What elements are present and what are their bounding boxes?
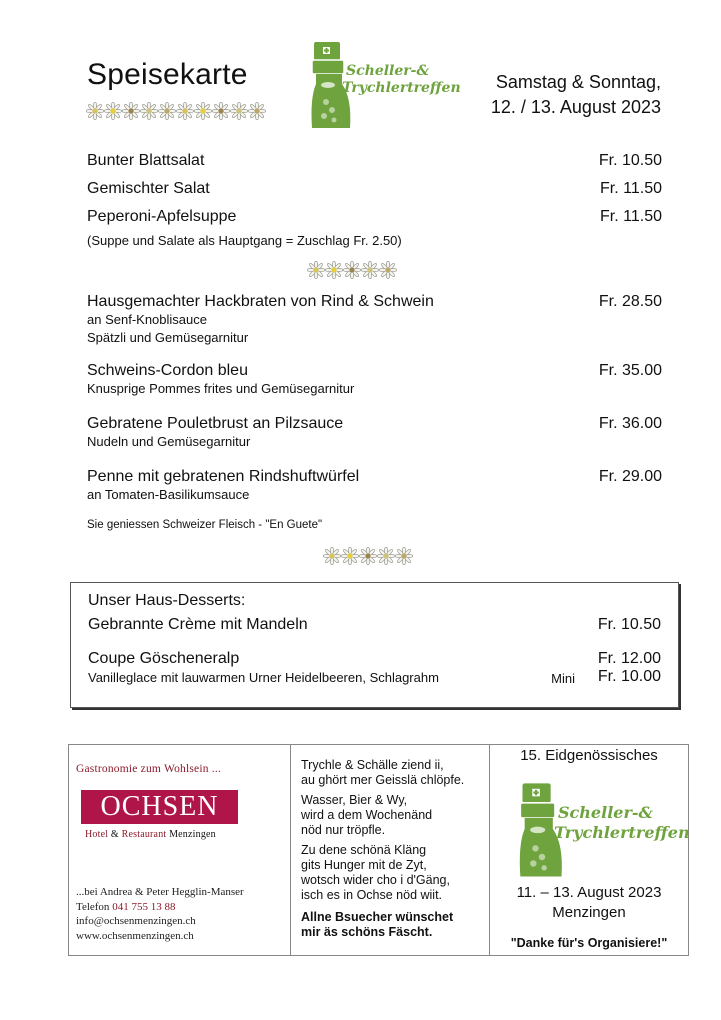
event-thanks: "Danke für's Organisiere!" (510, 936, 668, 950)
menu-item (87, 362, 662, 398)
website-link[interactable]: www.ochsenmenzingen.ch (76, 929, 194, 942)
phone-number[interactable]: 041 755 13 88 (112, 900, 176, 913)
edelweiss-icon (325, 261, 343, 279)
poem-stanza-3 (301, 843, 464, 903)
item-description: Knusprige Pommes frites und Gemüsegarnitur (87, 381, 355, 396)
edelweiss-icon (86, 102, 104, 120)
footer-table (68, 744, 689, 956)
poem-line: isch es in Ochse nöd wiit. (301, 888, 443, 902)
poem-stanza-1 (301, 758, 464, 788)
item-description: Nudeln und Gemüsegarnitur (87, 434, 251, 449)
mini-label: Mini (551, 671, 575, 686)
mains-note: Sie geniessen Schweizer Fleisch - "En Guete" (87, 519, 323, 531)
edelweiss-icon (343, 261, 361, 279)
item-price: Fr. 28.50 (598, 293, 662, 310)
edelweiss-icon (377, 547, 395, 565)
logo-text-line1: Scheller-& (346, 63, 430, 79)
event-title: 15. Eidgenössisches (520, 747, 658, 764)
edelweiss-divider-top (86, 102, 266, 120)
item-price: Fr. 29.00 (598, 468, 662, 485)
hosts: ...bei Andrea & Peter Hegglin-Manser (76, 886, 244, 898)
poem-line: Trychle & Schälle ziend ii, (301, 758, 444, 772)
item-price: Fr. 10.50 (598, 152, 662, 169)
menu-item (87, 293, 662, 347)
item-name: Bunter Blattsalat (87, 152, 205, 169)
edelweiss-icon (230, 102, 248, 120)
edelweiss-icon (341, 547, 359, 565)
event-logo-small (516, 781, 690, 881)
menu-item (87, 152, 662, 170)
item-description: an Senf-Knoblisauce (87, 312, 207, 327)
poem-column (291, 745, 490, 955)
poem-line: nöd nur tröpfle. (301, 823, 386, 837)
edelweiss-divider-middle (307, 261, 397, 279)
edelweiss-icon (379, 261, 397, 279)
page-title: Speisekarte (87, 58, 248, 91)
item-name: Gemischter Salat (87, 180, 210, 197)
poem-line: gits Hunger mit de Zyt, (301, 858, 427, 872)
menu-item (88, 650, 661, 668)
edelweiss-icon (248, 102, 266, 120)
item-name: Penne mit gebratenen Rindshuftwürfel (87, 468, 360, 485)
hotel-line (85, 829, 216, 840)
restaurant-column (69, 745, 291, 955)
ochsen-logo: OCHSEN (81, 790, 238, 824)
item-price: Fr. 35.00 (598, 362, 662, 379)
item-name: Gebratene Pouletbrust an Pilzsauce (87, 415, 344, 432)
edelweiss-icon (307, 261, 325, 279)
edelweiss-icon (212, 102, 230, 120)
item-name: Schweins-Cordon bleu (87, 362, 248, 379)
poem-line: wotsch wider cho i d'Gäng, (301, 873, 450, 887)
item-description: Spätzli und Gemüsegarnitur (87, 330, 249, 345)
ampersand: & (110, 829, 119, 840)
contact-block (76, 885, 244, 943)
poem-line: Allne Bsuecher wünschet (301, 910, 454, 924)
item-price: Fr. 11.50 (600, 208, 662, 225)
phone-label: Telefon (76, 900, 110, 913)
item-price: Fr. 36.00 (598, 415, 662, 432)
poem-closing (301, 910, 464, 940)
edelweiss-icon (395, 547, 413, 565)
poem-line: mir äs schöns Fäscht. (301, 925, 433, 939)
item-name: Coupe Göscheneralp (88, 650, 240, 667)
phone-line (76, 900, 244, 915)
poem-stanza-2 (301, 793, 464, 838)
dessert-heading: Unser Haus-Desserts: (88, 592, 246, 609)
event-date-line2: 12. / 13. August 2023 (490, 97, 661, 117)
edelweiss-icon (359, 547, 377, 565)
item-name: Gebrannte Crème mit Mandeln (88, 616, 308, 633)
dessert-box (70, 582, 679, 708)
item-description: an Tomaten-Basilikumsauce (87, 487, 250, 502)
menu-item (88, 616, 661, 634)
event-dates (490, 883, 688, 923)
restaurant-word: Restaurant (121, 829, 167, 840)
menu-item (87, 415, 662, 451)
item-name: Hausgemachter Hackbraten von Rind & Schwein (87, 293, 434, 310)
edelweiss-icon (176, 102, 194, 120)
item-price: Fr. 11.50 (600, 180, 662, 197)
event-date-line1: Samstag & Sonntag, (495, 72, 661, 92)
event-place: Menzingen (552, 904, 626, 921)
edelweiss-icon (194, 102, 212, 120)
edelweiss-icon (122, 102, 140, 120)
starters-note: (Suppe und Salate als Hauptgang = Zuschlag Fr. 2.50) (87, 233, 402, 248)
logo-text-line2: Trychlertreffen (554, 823, 690, 842)
menu-item-variant (88, 670, 661, 685)
item-price: Fr. 12.00 (597, 650, 661, 667)
poem-line: wird a dem Wochenänd (301, 808, 433, 822)
mini-price: Fr. 10.00 (597, 668, 661, 685)
town-word: Menzingen (169, 829, 216, 840)
poem (301, 758, 464, 945)
menu-item (87, 208, 662, 226)
event-date (491, 70, 661, 120)
edelweiss-icon (361, 261, 379, 279)
poem-line: Zu dene schönä Kläng (301, 843, 427, 857)
event-logo (308, 40, 461, 132)
event-column (490, 745, 688, 955)
logo-text-line2: Trychlertreffen (342, 80, 461, 96)
email-link[interactable]: info@ochsenmenzingen.ch (76, 915, 196, 927)
item-description: Vanilleglace mit lauwarmen Urner Heidelbeeren, Schlagrahm (88, 670, 439, 685)
edelweiss-icon (140, 102, 158, 120)
restaurant-tagline: Gastronomie zum Wohlsein ... (76, 763, 221, 775)
item-price: Fr. 10.50 (597, 616, 661, 633)
event-date-range: 11. – 13. August 2023 (516, 884, 662, 901)
edelweiss-icon (104, 102, 122, 120)
menu-item (87, 468, 662, 504)
poem-line: Wasser, Bier & Wy, (301, 793, 408, 807)
edelweiss-divider-lower (323, 547, 413, 565)
menu-item (87, 180, 662, 198)
hotel-word: Hotel (85, 829, 109, 840)
edelweiss-icon (323, 547, 341, 565)
logo-text-line1: Scheller-& (558, 803, 653, 822)
edelweiss-icon (158, 102, 176, 120)
poem-line: au ghört mer Geisslä chlöpfe. (301, 773, 465, 787)
item-name: Peperoni-Apfelsuppe (87, 208, 237, 225)
